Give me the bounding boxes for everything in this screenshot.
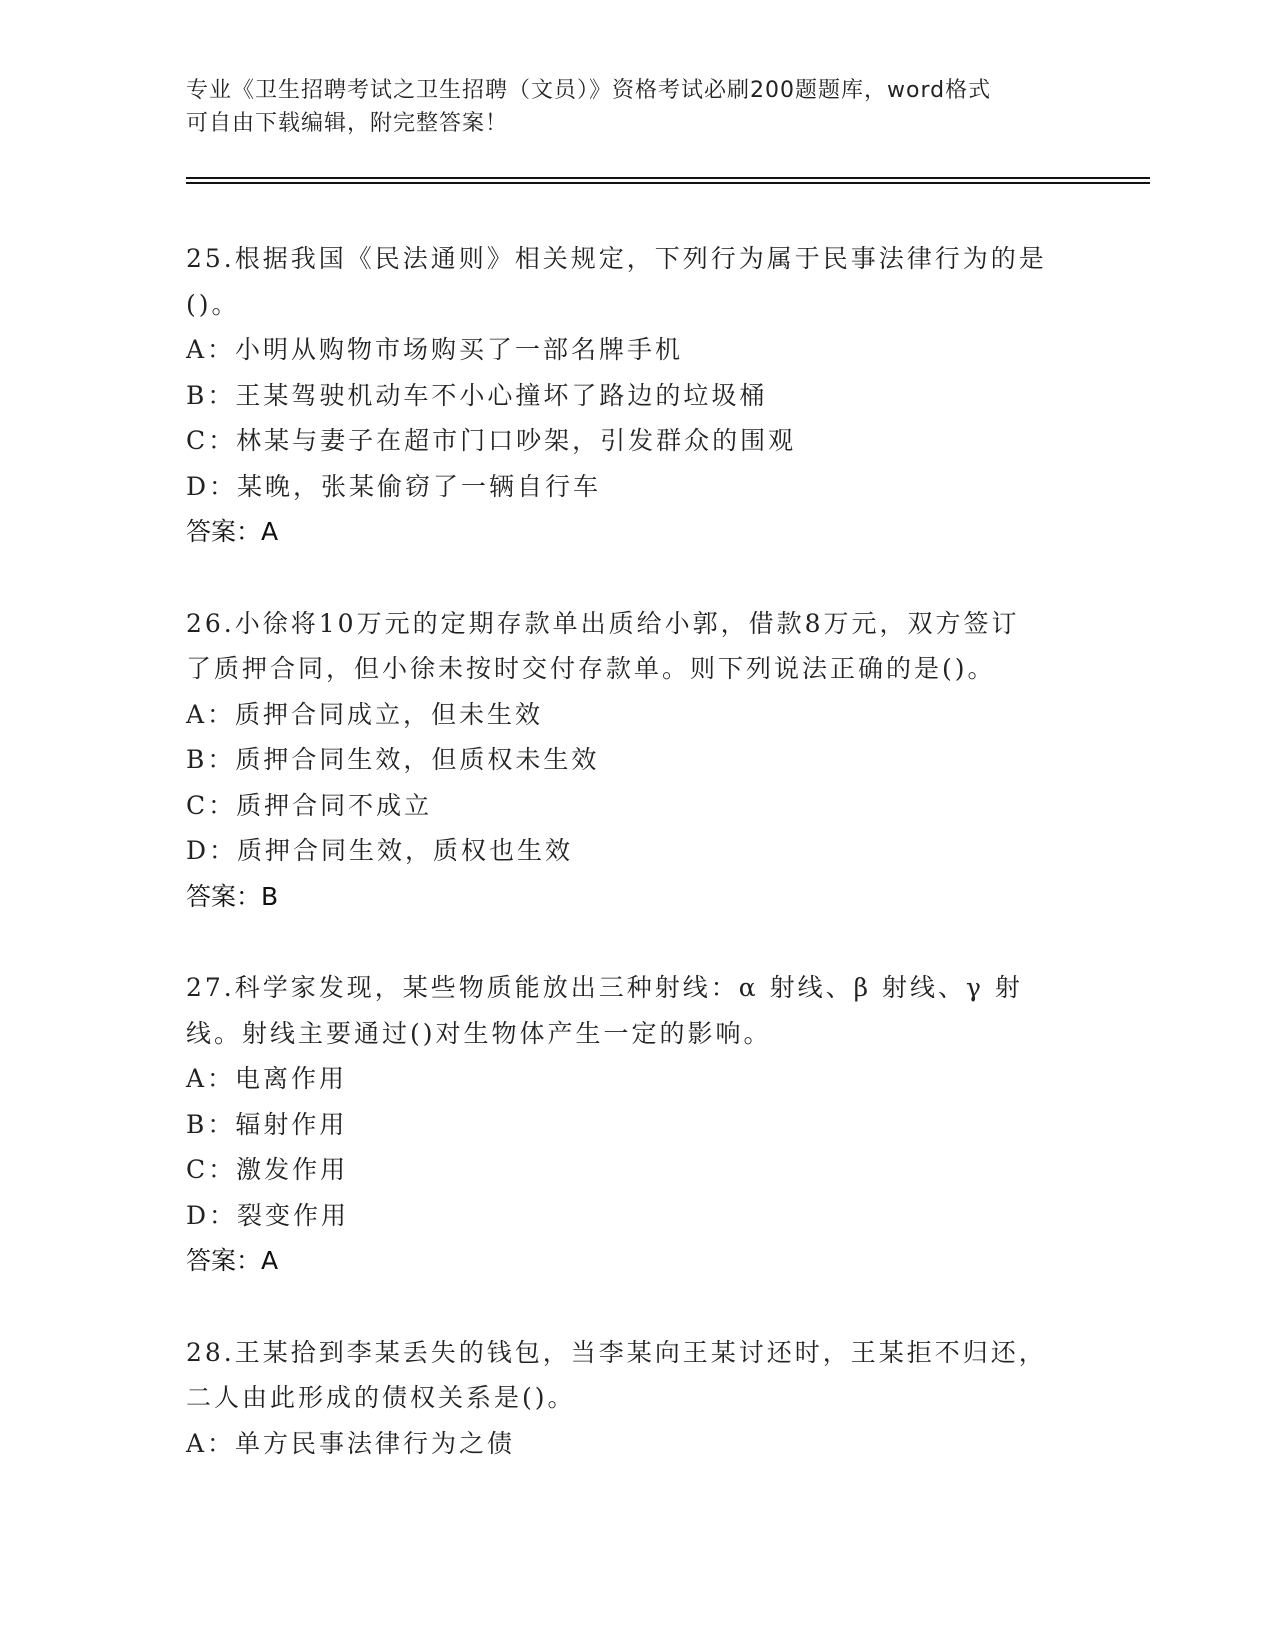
option-b: B：辐射作用 [186, 1109, 348, 1139]
header-line-1: 专业《卫生招聘考试之卫生招聘（文员）》资格考试必刷200题题库，word格式 [186, 78, 992, 103]
question-25 [186, 236, 1086, 555]
question-stem-line: 二人由此形成的债权关系是()。 [186, 1383, 576, 1412]
option-d: D：某晚，张某偷窃了一辆自行车 [186, 471, 602, 501]
question-27 [186, 965, 1086, 1284]
question-stem-line: 28.王某拾到李某丢失的钱包，当李某向王某讨还时，王某拒不归还， [186, 1337, 1047, 1367]
option-c: C：质押合同不成立 [186, 790, 433, 820]
header-divider-bottom [186, 182, 1150, 184]
option-b: B：王某驾驶机动车不小心撞坏了路边的垃圾桶 [186, 380, 768, 410]
header-line-2: 可自由下载编辑，附完整答案！ [186, 111, 509, 136]
question-stem-line: 了质押合同，但小徐未按时交付存款单。则下列说法正确的是()。 [186, 654, 996, 683]
option-a: A：小明从购物市场购买了一部名牌手机 [186, 335, 684, 364]
answer-label: 答案：B [186, 881, 279, 911]
answer-label: 答案：A [186, 517, 279, 546]
document-header [186, 74, 1086, 140]
question-stem-line: 线。射线主要通过()对生物体产生一定的影响。 [186, 1018, 772, 1048]
question-stem-line: ()。 [186, 289, 240, 319]
option-c: C：林某与妻子在超市门口吵架，引发群众的围观 [186, 426, 797, 455]
question-28 [186, 1330, 1086, 1467]
option-d: D：质押合同生效，质权也生效 [186, 836, 574, 865]
question-stem-line: 25.根据我国《民法通则》相关规定，下列行为属于民事法律行为的是 [186, 244, 1047, 273]
header-divider-top [186, 177, 1150, 179]
option-a: A：质押合同成立，但未生效 [186, 699, 544, 729]
question-stem-line: 26.小徐将10万元的定期存款单出质给小郭，借款8万元，双方签订 [186, 608, 1020, 638]
question-list [186, 236, 1086, 1512]
option-a: A：电离作用 [186, 1064, 348, 1093]
answer-label: 答案：A [186, 1246, 279, 1275]
question-stem-line: 27.科学家发现，某些物质能放出三种射线：α 射线、β 射线、γ 射 [186, 973, 1023, 1002]
option-b: B：质押合同生效，但质权未生效 [186, 745, 600, 774]
option-c: C：激发作用 [186, 1155, 349, 1184]
option-d: D：裂变作用 [186, 1200, 350, 1230]
option-a: A：单方民事法律行为之债 [186, 1428, 516, 1458]
question-26 [186, 601, 1086, 920]
